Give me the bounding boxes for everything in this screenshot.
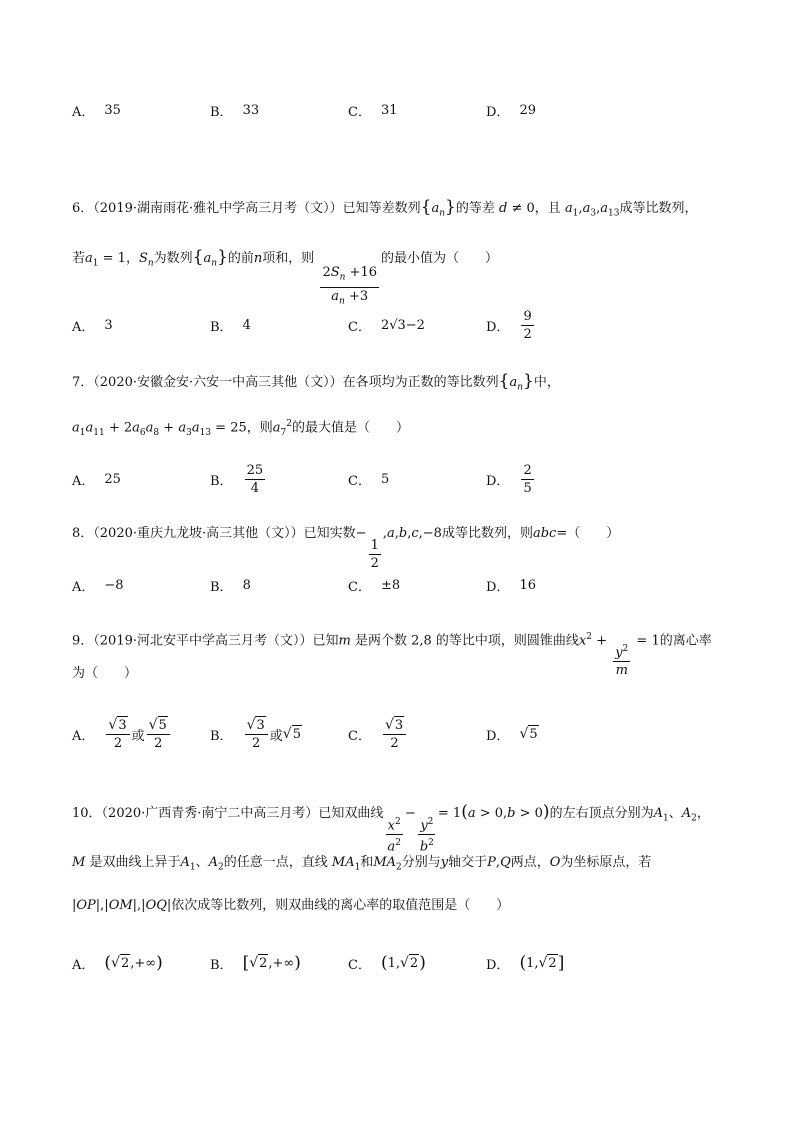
q8-options <box>72 565 734 605</box>
q6-number: 6． <box>72 201 94 216</box>
q10-source: （2020·广西青秀·南宁二中高三月考） <box>101 806 319 821</box>
q9-stem-line2: 为（ ） <box>72 666 138 681</box>
q9-stem-line1: 9．（2019·河北安平中学高三月考（文））已知m 是两个数 2,8 的等比中项，则圆锥曲线$x^2$ + $\frac{y^2}{m}$ = 1的离心率 <box>72 632 712 679</box>
q10-option-a[interactable]: A． ( √ 2 ,+∞ ) <box>72 953 163 973</box>
q8-option-b[interactable]: B． 8 <box>210 577 251 595</box>
q8-option-c[interactable]: C． ±8 <box>348 577 401 595</box>
q10-stem-line1: 10．（2020·广西青秀·南宁二中高三月考）已知双曲线 $\frac{x^2}{a^2}$ − $\frac{y^2}{b^2}$ = 1(a > 0,b > 0)的左右顶点分别为$A_1$、$A_2$， <box>72 802 710 855</box>
q9-source: （2019·河北安平中学高三月考（文）） <box>93 633 313 649</box>
q9-number: 9． <box>72 633 94 649</box>
q8-number: 8． <box>72 526 94 541</box>
q10-option-c[interactable]: C． ( 1, √ 2 ) <box>348 953 426 973</box>
q9-option-c[interactable]: C． √ 3 2 <box>348 714 408 754</box>
q5-option-d[interactable]: D． 29 <box>486 102 536 120</box>
q7-number: 7． <box>72 375 94 390</box>
q7-option-c[interactable]: C． 5 <box>348 471 390 489</box>
q8-option-a[interactable]: A． −8 <box>72 577 124 595</box>
q6-stem-line2: 若$a_1 = 1$，$S_n$为数列$\{a_n\}$的前n项和，则 $\frac{2S_n +16}{a_n +3}$ 的最小值为（ ） <box>72 247 734 310</box>
q7-stem-line2: $a_1a_{11} + 2a_6a_8 + a_3a_{13} = 25$，则$a_7^2$的最大值是（ ） <box>72 419 410 438</box>
q6-expression-fraction: $\frac{2S_n +16}{a_n +3}$ <box>322 265 377 307</box>
q9-y2-over-m: $\frac{y^2}{m}$ <box>613 641 630 679</box>
q7-option-b[interactable]: B． $\frac{25}{4}$ <box>210 462 264 496</box>
q7-option-d-fraction: $\frac{2}{5}$ <box>523 462 532 496</box>
q7-option-d[interactable]: D． $\frac{2}{5}$ <box>486 462 532 496</box>
q7-source: （2020·安徽金安·六安一中高三其他（文）） <box>93 375 343 390</box>
q9-option-a[interactable]: A． √ 3 2 或 √ 5 2 <box>72 714 172 754</box>
q10-option-d[interactable]: D． ( 1, √ 2 ] <box>486 953 565 973</box>
q6-option-b[interactable]: B． 4 <box>210 317 251 335</box>
q10-options <box>72 943 734 983</box>
q6-stem-line1: 6．（2019·湖南雨花·雅礼中学高三月考（文））已知等差数列$\{a_n\}$的等差 d ≠ 0，且 $a_1,a_3,a_{13}$成等比数列， <box>72 197 698 219</box>
q8-stem-line1: 8．（2020·重庆九龙坡·高三其他（文））已知实数− $\frac{1}{2}$ ,a,b,c,−8成等比数列，则abc=（ ） <box>72 526 620 571</box>
q10-stem-line3: |OP|,|OM|,|OQ|依次成等比数列，则双曲线的离心率的取值范围是（ ） <box>72 898 510 913</box>
q5-options <box>72 90 734 130</box>
q10-stem-line2: M 是双曲线上异于$A_1$、$A_2$的任意一点，直线 $MA_1$和$MA_2$分别与y轴交于P,Q两点，O为坐标原点，若 <box>72 855 652 873</box>
q8-source: （2020·重庆九龙坡·高三其他（文）） <box>93 526 304 541</box>
q6-option-a[interactable]: A． 3 <box>72 317 113 335</box>
q5-option-c[interactable]: C． 31 <box>348 102 398 120</box>
q5-option-a[interactable]: A． 35 <box>72 102 121 120</box>
q10-option-b[interactable]: B． [ √ 2 ,+∞ ) <box>210 953 301 973</box>
q5-option-b[interactable]: B． 33 <box>210 102 260 120</box>
q9-options <box>72 714 734 754</box>
q8-option-d[interactable]: D． 16 <box>486 577 536 595</box>
q7-stem-line1: 7．（2020·安徽金安·六安一中高三其他（文））在各项均为正数的等比数列$\{a_n\}$中， <box>72 371 560 393</box>
q10-number: 10． <box>72 806 102 821</box>
q7-option-a[interactable]: A． 25 <box>72 471 121 489</box>
q8-neg-half: $\frac{1}{2}$ <box>370 538 379 571</box>
q6-option-c[interactable]: C． 2√3−2 <box>348 317 425 335</box>
q7-options <box>72 459 734 499</box>
q9-option-b[interactable]: B． √ 3 2 或 √ 5 <box>210 717 301 751</box>
q6-source: （2019·湖南雨花·雅礼中学高三月考（文）） <box>93 201 343 216</box>
q9-option-d[interactable]: D． √ 5 <box>486 726 538 744</box>
q6-option-d[interactable]: D． $\frac{9}{2}$ <box>486 308 532 342</box>
q7-option-b-fraction: $\frac{25}{4}$ <box>246 462 264 496</box>
q6-option-d-fraction: $\frac{9}{2}$ <box>523 308 532 342</box>
q6-options <box>72 305 734 345</box>
